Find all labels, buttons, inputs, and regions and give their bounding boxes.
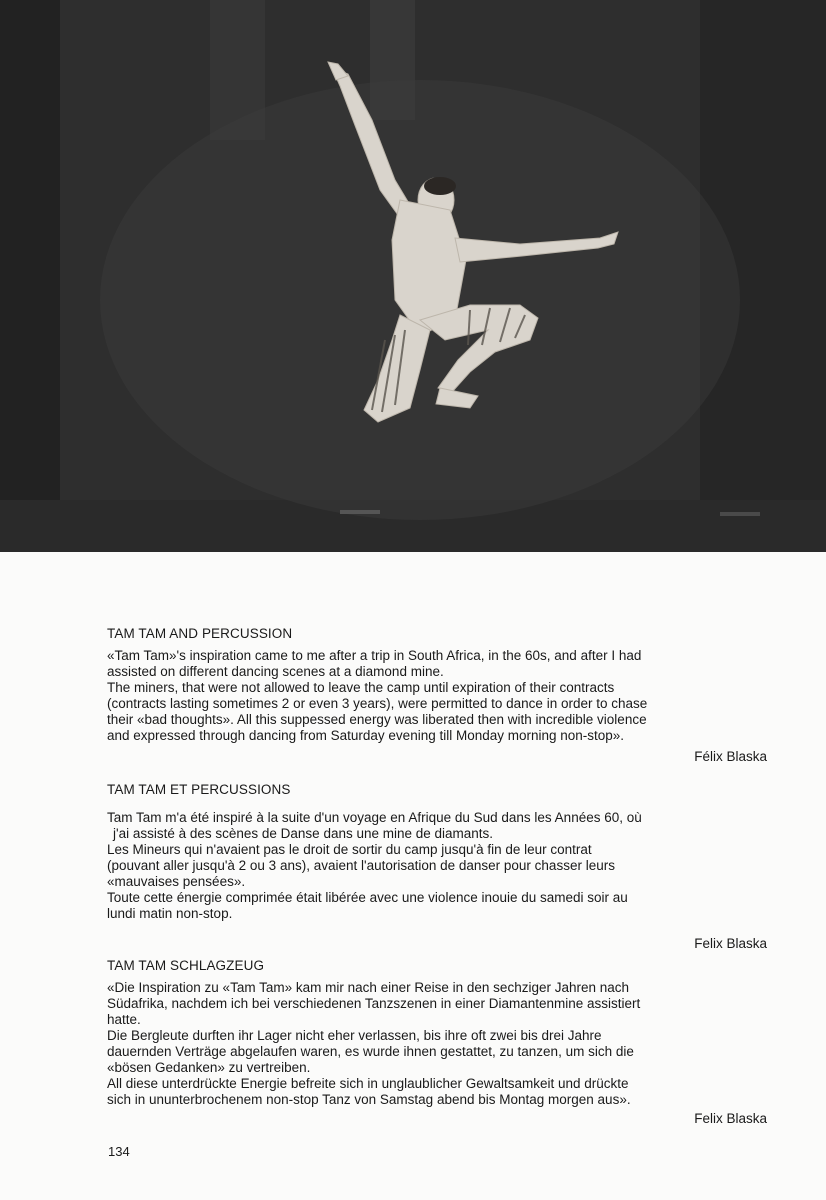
section-heading-german: TAM TAM SCHLAGZEUG (107, 958, 265, 973)
english-line-1: «Tam Tam»'s inspiration came to me after a trip in South Africa, in the 60s, and after I had (107, 648, 642, 663)
german-line-2: Südafrika, nachdem ich bei verschiedenen Tanzszenen in einer Diamantenmine assistiert (107, 996, 641, 1011)
german-signature: Felix Blaska (694, 1111, 767, 1126)
french-line-7: lundi matin non-stop. (107, 906, 233, 921)
english-line-4: (contracts lasting sometimes 2 or even 3 years), were permitted to dance in order to chase (107, 696, 648, 711)
english-line-3: The miners, that were not allowed to leave the camp until expiration of their contracts (107, 680, 615, 695)
dancer-illustration (0, 0, 826, 552)
french-line-1: Tam Tam m'a été inspiré à la suite d'un voyage en Afrique du Sud dans les Années 60, où (107, 810, 642, 825)
english-line-5: their «bad thoughts». All this suppessed energy was liberated then with incredible violence (107, 712, 647, 727)
english-line-2: assisted on different dancing scenes at a diamond mine. (107, 664, 444, 679)
german-line-1: «Die Inspiration zu «Tam Tam» kam mir nach einer Reise in den sechziger Jahren nach (107, 980, 630, 995)
german-line-7: All diese unterdrückte Energie befreite sich in unglaublicher Gewaltsamkeit und drückte (107, 1076, 629, 1091)
dancer-photo (0, 0, 826, 552)
german-line-6: «bösen Gedanken» zu vertreiben. (107, 1060, 311, 1075)
french-line-4: (pouvant aller jusqu'à 2 ou 3 ans), avaient l'autorisation de danser pour chasser leurs (107, 858, 615, 873)
french-section (107, 782, 767, 952)
french-signature: Felix Blaska (694, 936, 767, 951)
section-heading-english: TAM TAM AND PERCUSSION (107, 626, 293, 641)
german-line-5: dauernden Verträge abgelaufen waren, es wurde ihnen gestattet, zu tanzen, um sich die (107, 1044, 634, 1059)
french-line-2: j'ai assisté à des scènes de Danse dans une mine de diamants. (113, 826, 494, 841)
german-line-4: Die Bergleute durften ihr Lager nicht eher verlassen, bis ihre oft zwei bis drei Jahre (107, 1028, 602, 1043)
english-signature: Félix Blaska (694, 749, 767, 764)
section-heading-french: TAM TAM ET PERCUSSIONS (107, 782, 291, 797)
page-number: 134 (108, 1144, 130, 1159)
english-line-6: and expressed through dancing from Saturday evening till Monday morning non-stop». (107, 728, 625, 743)
german-line-8: sich in ununterbrochenem non-stop Tanz von Samstag abend bis Montag morgen aus». (107, 1092, 631, 1107)
french-line-5: «mauvaises pensées». (107, 874, 246, 889)
german-section (107, 958, 767, 1127)
german-line-3: hatte. (107, 1012, 141, 1027)
french-line-3: Les Mineurs qui n'avaient pas le droit de sortir du camp jusqu'à fin de leur contrat (107, 842, 592, 857)
english-section (107, 626, 767, 765)
french-line-6: Toute cette énergie comprimée était libérée avec une violence inouie du samedi soir au (107, 890, 628, 905)
